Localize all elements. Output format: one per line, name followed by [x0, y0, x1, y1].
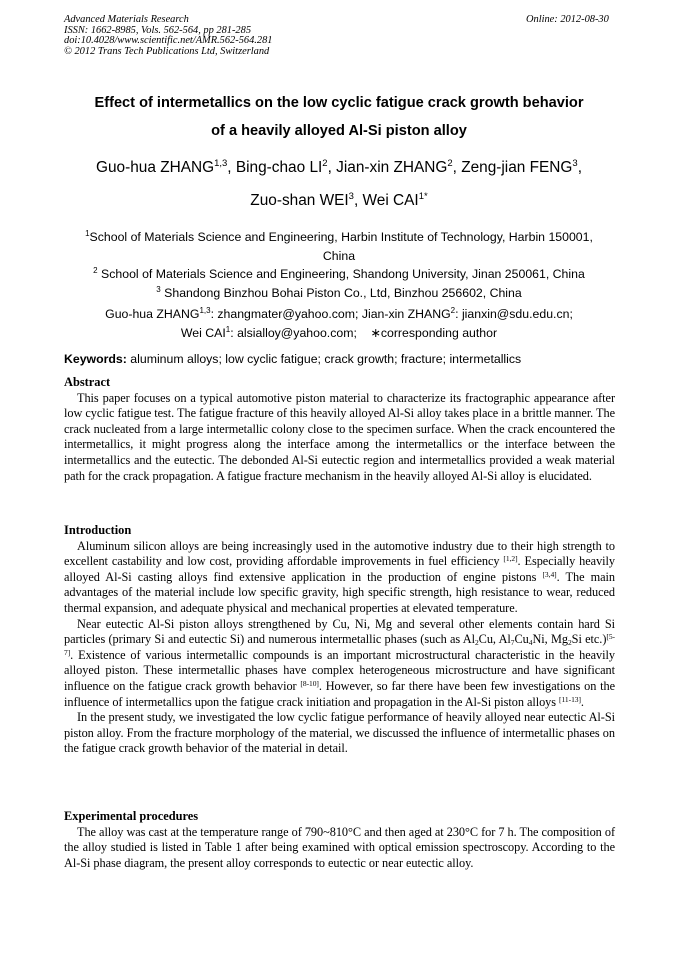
affil-text: School of Materials Science and Engineering, Harbin Institute of Technology, Harbin 150001, [89, 230, 593, 244]
author-name: Jian-xin ZHANG [336, 159, 448, 176]
citation: [1,2] [503, 554, 518, 564]
author-affil-marker: 1,3 [214, 158, 228, 169]
keywords-label: Keywords: [64, 352, 127, 366]
keywords [64, 351, 616, 367]
author-line-2: Zuo-shan WEI$^3$, Wei $CAI^{1*}$ [250, 191, 428, 209]
subscript: 4 [528, 638, 533, 648]
introduction-section [64, 523, 615, 757]
author-line-1: Guo-hua ZHANG$^{1,3}$, Bing-chao $LI^2$, Jian-xin ZHANG$^2$, Zeng-jian FENG$^3$, [96, 158, 582, 176]
intro-paragraph-1 [64, 539, 615, 617]
experimental-section [64, 809, 615, 871]
subscript: 2 [474, 638, 479, 648]
abstract-text: This paper focuses on a typical automotive piston material to characterize its fractographic appearance after low cyclic fatigue test. The fatigue fracture of this heavily alloyed Al-Si alloy takes place in a brittle manner. The crack nucleated from a large intermetallic colony close to the specimen surface. When the crack encountered the intermetallics, it might progress along the interface among the intermetallics or the interface between the intermetallics and the eutectic. The debonded Al-Si eutectic region and intermetallics provided a weak material path for the crack propagation. A fatigue fracture mechanism in the heavily alloyed Al-Si alloy is elucidated. [64, 390, 615, 483]
subscript: 2 [567, 638, 572, 648]
text-run: . Existence of various intermetallic compounds is an important microstructural characteristic in the heavily alloyed piston. These intermetallic phases have complex heterogeneous microstructure and have significant influence on the fatigue crack growth behavior [64, 647, 615, 693]
text-run: Aluminum silicon alloys are being increasingly used in the automotive industry due to their high strength to excellent castability and low cost, providing affordable improvements in fuel efficiency [64, 538, 615, 569]
abstract-section [64, 375, 615, 484]
contact-emails [0, 305, 678, 342]
text-run: Cu [514, 632, 529, 647]
text-run: . [580, 694, 584, 709]
copyright-line: © 2012 Trans Tech Publications Ltd, Switzerland [64, 45, 270, 57]
author-affil-marker: 3 [348, 191, 354, 202]
author-name: Zuo-shan WEI [250, 192, 349, 209]
author-affil-marker: 1* [418, 191, 428, 202]
text-run: Ni, Mg [532, 632, 568, 647]
email-author: Jian-xin ZHANG [361, 307, 451, 321]
email-marker: 1 [225, 324, 231, 334]
doi-line: doi:10.4028/www.scientific.net/AMR.562-564.281 [64, 35, 273, 47]
experimental-text: The alloy was cast at the temperature range of 790~810°C and then aged at 230°C for 7 h. The composition of the alloy studied is listed in Table 1 after being examined with optical emission spectroscopy. According to the Al-Si phase diagram, the present alloy corresponds to eutectic or near eutectic alloy. [64, 824, 615, 870]
text-run: . The main advantages of the material include low specific gravity, high specific strength, high resistance to wear, reduced thermal expansion, and adequate physical and mechanical properties at elevated temperature. [64, 569, 615, 615]
affiliation-3 [0, 284, 678, 303]
intro-paragraph-3: In the present study, we investigated the low cyclic fatigue performance of heavily alloyed near eutectic Al-Si piston alloy. From the fracture morphology of the material, we discussed the influence of intermetallic phases on the fatigue crack growth behavior of the material in detail. [64, 710, 615, 756]
affiliations [0, 228, 678, 302]
affil-marker: 2 [93, 266, 98, 275]
citation: [3,4] [542, 569, 557, 579]
issn-line: ISSN: 1662-8985, Vols. 562-564, pp 281-285 [64, 24, 252, 36]
affiliation-1-cont: China [322, 248, 356, 263]
keywords-text: aluminum alloys; low cyclic fatigue; crack growth; fracture; intermetallics [126, 352, 522, 366]
author-name: Guo-hua ZHANG [96, 159, 215, 176]
author-name: Zeng-jian FENG [461, 159, 573, 176]
citation: [11-13] [559, 694, 581, 704]
text-run: Near eutectic Al-Si piston alloys strengthened by Cu, Ni, Mg and several other elements contain hard Si particles (primary Si and eutectic Si) and numerous intermetallic phases (such as Al [64, 616, 615, 647]
email-marker: 1,3 [199, 306, 211, 315]
journal-name: Advanced Materials Research [64, 14, 189, 25]
author-name: Bing-chao LI [235, 159, 323, 176]
email-line-1 [0, 305, 678, 324]
introduction-heading: Introduction [64, 523, 132, 537]
journal-header [64, 15, 272, 57]
author-name: Wei CAI [362, 192, 419, 209]
affiliation-1 [0, 228, 678, 247]
email-marker: 2 [450, 306, 456, 315]
affiliation-2 [0, 265, 678, 284]
citation: [5-7] [64, 632, 615, 657]
email-author: Guo-hua ZHANG [105, 307, 200, 321]
author-affil-marker: 2 [447, 158, 453, 169]
email-address: : zhangmater@yahoo.com; [210, 307, 362, 321]
affil-text: School of Materials Science and Engineering, Shandong University, Jinan 250061, China [101, 267, 585, 281]
experimental-heading: Experimental procedures [64, 809, 199, 823]
intro-paragraph-2 [64, 617, 615, 711]
paper-title [0, 89, 678, 145]
author-affil-marker: 3 [572, 158, 578, 169]
corresponding-note: ∗corresponding author [370, 325, 498, 340]
title-line-1: Effect of intermetallics on the low cyclic fatigue crack growth behavior [94, 95, 584, 111]
email-line-2 [0, 324, 678, 343]
text-run: . However, so far there have been few investigations on the influence of intermetallics upon the fatigue crack initiation and propagation in the Al-Si piston alloys [64, 678, 615, 709]
author-list [0, 151, 678, 217]
text-run: Si etc.) [571, 632, 607, 647]
title-line-2: of a heavily alloyed Al-Si piston alloy [211, 123, 467, 139]
text-run: . Especially heavily alloyed Al-Si casting alloys find extensive application in the production of engine pistons [64, 554, 615, 584]
affil-marker: 3 [156, 284, 161, 294]
citation: [8-10] [300, 678, 319, 688]
email-address: : alsialloy@yahoo.com; [230, 325, 357, 340]
email-address: : jianxin@sdu.edu.cn; [455, 307, 573, 321]
text-run: Cu, Al [478, 632, 511, 647]
affil-text: Shandong Binzhou Bohai Piston Co., Ltd, Binzhou 256602, China [164, 285, 522, 300]
affil-marker: 1 [85, 229, 90, 238]
subscript: 7 [510, 638, 515, 648]
abstract-heading: Abstract [64, 375, 111, 389]
online-date: Online: 2012-08-30 [526, 14, 609, 25]
email-author: Wei CAI [180, 325, 226, 340]
author-affil-marker: 2 [322, 158, 328, 169]
